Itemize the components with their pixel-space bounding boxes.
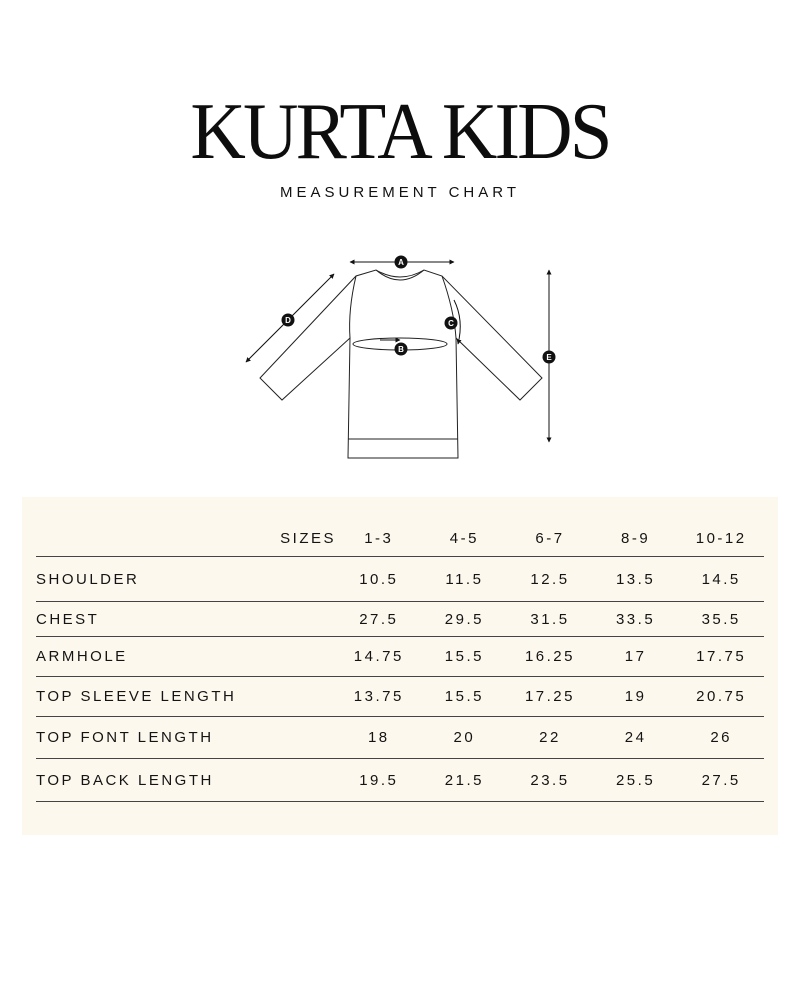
size-header: 4-5 xyxy=(422,520,508,557)
cell-value: 14.75 xyxy=(336,637,422,677)
table-row xyxy=(36,602,764,637)
measurement-table xyxy=(36,520,764,802)
cell-value: 19.5 xyxy=(336,759,422,802)
row-label: ARMHOLE xyxy=(36,637,336,677)
size-header: 6-7 xyxy=(507,520,593,557)
cell-value: 14.5 xyxy=(678,557,764,602)
cell-value: 10.5 xyxy=(336,557,422,602)
table-row xyxy=(36,717,764,759)
cell-value: 13.75 xyxy=(336,677,422,717)
cell-value: 17 xyxy=(593,637,679,677)
row-label: SHOULDER xyxy=(36,557,336,602)
cell-value: 17.25 xyxy=(507,677,593,717)
table-row xyxy=(36,759,764,802)
cell-value: 15.5 xyxy=(422,677,508,717)
cell-value: 11.5 xyxy=(422,557,508,602)
cell-value: 22 xyxy=(507,717,593,759)
cell-value: 33.5 xyxy=(593,602,679,637)
row-label: TOP BACK LENGTH xyxy=(36,759,336,802)
cell-value: 31.5 xyxy=(507,602,593,637)
size-header: 10-12 xyxy=(678,520,764,557)
cell-value: 12.5 xyxy=(507,557,593,602)
marker-d xyxy=(282,314,295,327)
cell-value: 26 xyxy=(678,717,764,759)
cell-value: 17.75 xyxy=(678,637,764,677)
size-header: 1-3 xyxy=(336,520,422,557)
cell-value: 29.5 xyxy=(422,602,508,637)
cell-value: 27.5 xyxy=(336,602,422,637)
cell-value: 20.75 xyxy=(678,677,764,717)
cell-value: 18 xyxy=(336,717,422,759)
svg-text:A: A xyxy=(398,258,404,267)
cell-value: 23.5 xyxy=(507,759,593,802)
marker-c xyxy=(445,317,458,330)
svg-text:B: B xyxy=(398,345,404,354)
garment-outline xyxy=(260,270,542,458)
table-row xyxy=(36,557,764,602)
cell-value: 21.5 xyxy=(422,759,508,802)
cell-value: 24 xyxy=(593,717,679,759)
cell-value: 25.5 xyxy=(593,759,679,802)
cell-value: 19 xyxy=(593,677,679,717)
svg-text:D: D xyxy=(285,316,291,325)
page-subtitle: MEASUREMENT CHART xyxy=(280,184,520,201)
table-row xyxy=(36,637,764,677)
row-label: CHEST xyxy=(36,602,336,637)
cell-value: 20 xyxy=(422,717,508,759)
cell-value: 15.5 xyxy=(422,637,508,677)
cell-value: 13.5 xyxy=(593,557,679,602)
cell-value: 35.5 xyxy=(678,602,764,637)
table-row xyxy=(36,677,764,717)
marker-a xyxy=(395,256,408,269)
svg-text:C: C xyxy=(448,319,454,328)
row-label: TOP SLEEVE LENGTH xyxy=(36,677,336,717)
cell-value: 27.5 xyxy=(678,759,764,802)
svg-text:E: E xyxy=(546,353,552,362)
row-label: TOP FONT LENGTH xyxy=(36,717,336,759)
marker-b xyxy=(395,343,408,356)
size-header: 8-9 xyxy=(593,520,679,557)
header-row xyxy=(36,520,764,557)
brand-logo: KURTA KIDS xyxy=(190,88,610,176)
garment-diagram xyxy=(230,240,570,470)
cell-value: 16.25 xyxy=(507,637,593,677)
marker-e xyxy=(543,351,556,364)
sizes-label: SIZES xyxy=(36,520,336,557)
